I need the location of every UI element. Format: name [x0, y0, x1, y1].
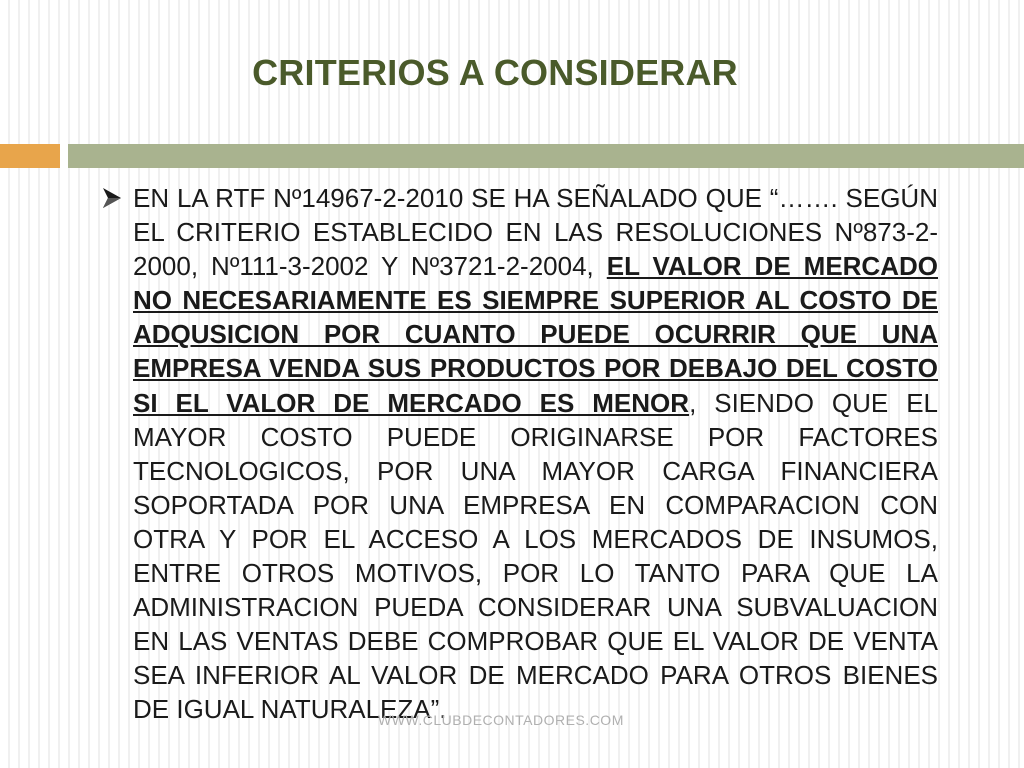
paragraph-text-rest: , SIENDO QUE EL MAYOR COSTO PUEDE ORIGINARSE POR FACTORES TECNOLOGICOS, POR UNA MAYOR CARGA FINANCIERA SOPORTADA POR UNA EMPRESA EN COMPARACION CON OTRA Y POR EL ACCESO A LOS MERCADOS DE INSUMOS, ENTRE OTROS MOTIVOS, POR LO TANTO PARA QUE LA ADMINISTRACION PUEDA CONSIDERAR UNA SUBVALUACION EN LAS VENTAS DEBE COMPROBAR QUE EL VALOR DE VENTA SEA INFERIOR AL VALOR DE MERCADO PARA OTROS BIENES DE IGUAL NATURALEZA”. — [133, 387, 938, 725]
green-accent-bar — [68, 144, 1024, 168]
arrow-bullet-icon — [100, 186, 124, 210]
watermark-text: WWW.CLUBDECONTADORES.COM — [378, 712, 624, 728]
orange-accent-bar — [0, 144, 60, 168]
slide-title: CRITERIOS A CONSIDERAR — [252, 52, 738, 93]
paragraph-text-intro: EN LA RTF Nº14967-2-2010 SE HA SEÑALADO QUE “……. SEGÚN EL CRITERIO ESTABLECIDO EN LAS RESOLUCIONES Nº873-2-2000, Nº111-3-2002 Y Nº3721-2-2004, — [133, 183, 938, 282]
paragraph-emphasis: EL VALOR DE MERCADO NO NECESARIAMENTE ES SIEMPRE SUPERIOR AL COSTO DE ADQUSICION POR CUANTO PUEDE OCURRIR QUE UNA EMPRESA VENDA SUS PRODUCTOS POR DEBAJO DEL COSTO SI EL VALOR DE MERCADO ES MENOR — [133, 251, 938, 418]
body-paragraph — [133, 181, 938, 727]
